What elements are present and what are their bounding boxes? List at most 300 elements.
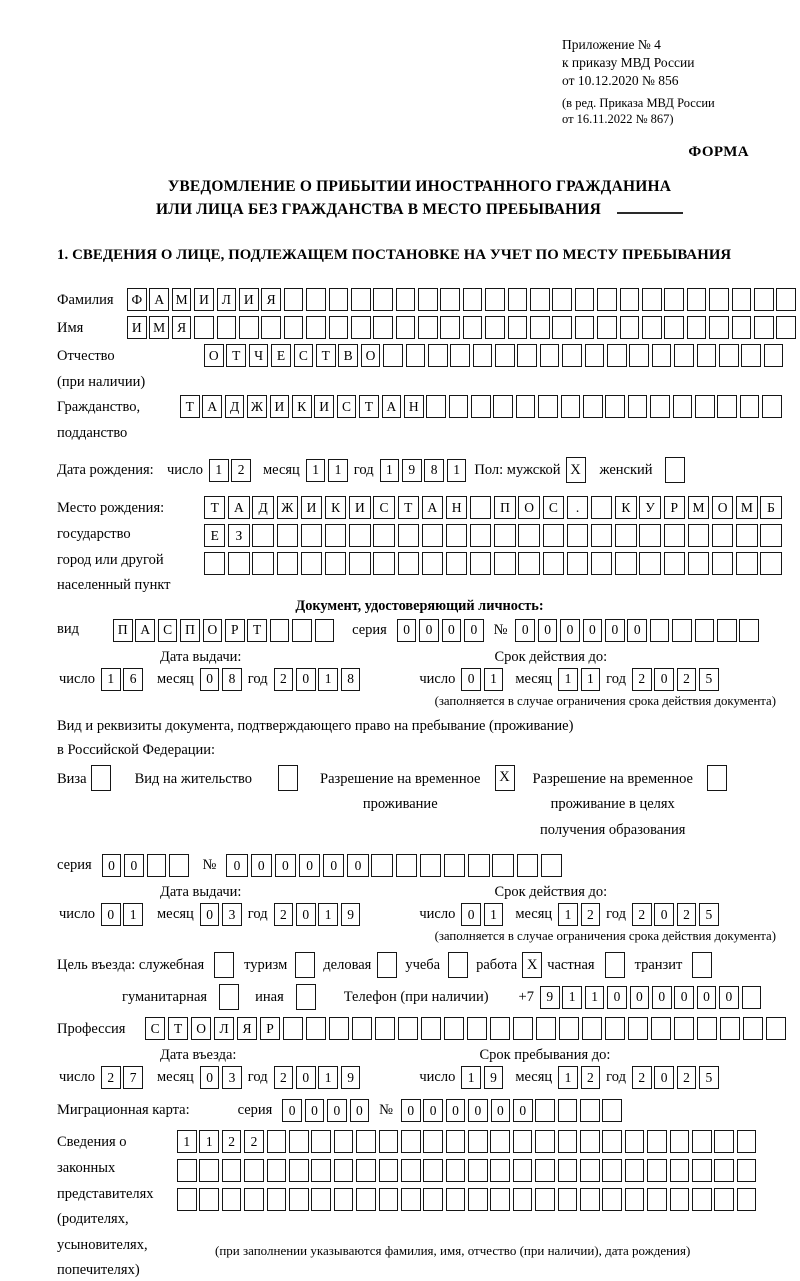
- char-cell[interactable]: [490, 1017, 510, 1040]
- char-cell[interactable]: 0: [442, 619, 462, 642]
- char-cell[interactable]: Р: [260, 1017, 280, 1040]
- char-cell[interactable]: 8: [424, 459, 444, 482]
- char-cell[interactable]: .: [567, 496, 588, 519]
- char-cell[interactable]: [776, 288, 796, 311]
- char-cell[interactable]: Е: [204, 524, 225, 547]
- char-cell[interactable]: [709, 288, 729, 311]
- char-cell[interactable]: [674, 344, 694, 367]
- char-cell[interactable]: [306, 316, 326, 339]
- char-cell[interactable]: А: [382, 395, 402, 418]
- char-cell[interactable]: [591, 496, 612, 519]
- char-cell[interactable]: Ф: [127, 288, 147, 311]
- char-cell[interactable]: [147, 854, 167, 877]
- char-cell[interactable]: [695, 395, 715, 418]
- char-cell[interactable]: [252, 552, 273, 575]
- char-cell[interactable]: [628, 395, 648, 418]
- char-cell[interactable]: 9: [402, 459, 422, 482]
- char-cell[interactable]: [580, 1130, 600, 1153]
- char-cell[interactable]: [396, 316, 416, 339]
- char-cell[interactable]: 0: [296, 1066, 316, 1089]
- char-cell[interactable]: [463, 288, 483, 311]
- char-cell[interactable]: А: [422, 496, 443, 519]
- char-cell[interactable]: [628, 1017, 648, 1040]
- char-cell[interactable]: 0: [697, 986, 717, 1009]
- char-cell[interactable]: [450, 344, 470, 367]
- char-cell[interactable]: 0: [654, 668, 674, 691]
- char-cell[interactable]: [732, 288, 752, 311]
- char-cell[interactable]: [597, 316, 617, 339]
- char-cell[interactable]: Д: [252, 496, 273, 519]
- char-cell[interactable]: [351, 288, 371, 311]
- char-cell[interactable]: [493, 395, 513, 418]
- char-cell[interactable]: 0: [674, 986, 694, 1009]
- char-cell[interactable]: [605, 1017, 625, 1040]
- char-cell[interactable]: [739, 619, 759, 642]
- char-cell[interactable]: [543, 552, 564, 575]
- char-cell[interactable]: [267, 1130, 287, 1153]
- char-cell[interactable]: А: [228, 496, 249, 519]
- char-cell[interactable]: С: [337, 395, 357, 418]
- char-cell[interactable]: [244, 1188, 264, 1211]
- char-cell[interactable]: 1: [447, 459, 467, 482]
- char-cell[interactable]: [561, 395, 581, 418]
- char-cell[interactable]: К: [292, 395, 312, 418]
- char-cell[interactable]: [329, 316, 349, 339]
- char-cell[interactable]: 3: [222, 1066, 242, 1089]
- char-cell[interactable]: [516, 395, 536, 418]
- char-cell[interactable]: [418, 316, 438, 339]
- char-cell[interactable]: 0: [305, 1099, 325, 1122]
- temp-permit-checkbox[interactable]: X: [495, 765, 515, 791]
- char-cell[interactable]: [647, 1130, 667, 1153]
- char-cell[interactable]: 3: [222, 903, 242, 926]
- char-cell[interactable]: [670, 1188, 690, 1211]
- char-cell[interactable]: 2: [274, 1066, 294, 1089]
- char-cell[interactable]: 0: [719, 986, 739, 1009]
- char-cell[interactable]: [396, 854, 417, 877]
- char-cell[interactable]: Т: [180, 395, 200, 418]
- char-cell[interactable]: 1: [484, 903, 504, 926]
- char-cell[interactable]: 0: [251, 854, 272, 877]
- char-cell[interactable]: 0: [630, 986, 650, 1009]
- char-cell[interactable]: [349, 552, 370, 575]
- char-cell[interactable]: И: [239, 288, 259, 311]
- char-cell[interactable]: [540, 344, 560, 367]
- char-cell[interactable]: [471, 395, 491, 418]
- char-cell[interactable]: [169, 854, 189, 877]
- char-cell[interactable]: [373, 524, 394, 547]
- char-cell[interactable]: Т: [168, 1017, 188, 1040]
- char-cell[interactable]: [760, 552, 781, 575]
- char-cell[interactable]: [267, 1188, 287, 1211]
- char-cell[interactable]: 0: [654, 1066, 674, 1089]
- char-cell[interactable]: [440, 316, 460, 339]
- char-cell[interactable]: [468, 854, 489, 877]
- char-cell[interactable]: [615, 524, 636, 547]
- char-cell[interactable]: 8: [222, 668, 242, 691]
- char-cell[interactable]: 0: [101, 903, 121, 926]
- char-cell[interactable]: [356, 1188, 376, 1211]
- char-cell[interactable]: [289, 1130, 309, 1153]
- char-cell[interactable]: 2: [632, 903, 652, 926]
- char-cell[interactable]: [687, 316, 707, 339]
- char-cell[interactable]: 0: [296, 668, 316, 691]
- char-cell[interactable]: Н: [446, 496, 467, 519]
- char-cell[interactable]: Ж: [247, 395, 267, 418]
- char-cell[interactable]: [664, 524, 685, 547]
- char-cell[interactable]: 1: [101, 668, 121, 691]
- char-cell[interactable]: А: [202, 395, 222, 418]
- char-cell[interactable]: Д: [225, 395, 245, 418]
- char-cell[interactable]: С: [145, 1017, 165, 1040]
- edu-permit-checkbox[interactable]: [707, 765, 727, 791]
- char-cell[interactable]: 0: [464, 619, 484, 642]
- char-cell[interactable]: [421, 1017, 441, 1040]
- char-cell[interactable]: [743, 1017, 763, 1040]
- char-cell[interactable]: [558, 1130, 578, 1153]
- char-cell[interactable]: [674, 1017, 694, 1040]
- char-cell[interactable]: Т: [359, 395, 379, 418]
- char-cell[interactable]: 1: [558, 668, 578, 691]
- char-cell[interactable]: [485, 316, 505, 339]
- char-cell[interactable]: [697, 1017, 717, 1040]
- char-cell[interactable]: [508, 316, 528, 339]
- char-cell[interactable]: 2: [581, 1066, 601, 1089]
- char-cell[interactable]: [446, 1130, 466, 1153]
- char-cell[interactable]: [379, 1130, 399, 1153]
- char-cell[interactable]: [423, 1188, 443, 1211]
- purpose-work-checkbox[interactable]: X: [522, 952, 542, 978]
- char-cell[interactable]: 2: [677, 1066, 697, 1089]
- char-cell[interactable]: [692, 1188, 712, 1211]
- char-cell[interactable]: [422, 552, 443, 575]
- char-cell[interactable]: [697, 344, 717, 367]
- char-cell[interactable]: 0: [323, 854, 344, 877]
- char-cell[interactable]: 2: [274, 903, 294, 926]
- char-cell[interactable]: [688, 552, 709, 575]
- char-cell[interactable]: [406, 344, 426, 367]
- char-cell[interactable]: [490, 1188, 510, 1211]
- char-cell[interactable]: [620, 316, 640, 339]
- char-cell[interactable]: [228, 552, 249, 575]
- char-cell[interactable]: 9: [484, 1066, 504, 1089]
- char-cell[interactable]: [398, 524, 419, 547]
- char-cell[interactable]: [736, 524, 757, 547]
- char-cell[interactable]: Ч: [249, 344, 269, 367]
- char-cell[interactable]: Т: [316, 344, 336, 367]
- char-cell[interactable]: 1: [306, 459, 326, 482]
- char-cell[interactable]: [543, 524, 564, 547]
- char-cell[interactable]: 2: [101, 1066, 121, 1089]
- char-cell[interactable]: У: [639, 496, 660, 519]
- char-cell[interactable]: О: [712, 496, 733, 519]
- char-cell[interactable]: М: [688, 496, 709, 519]
- char-cell[interactable]: С: [158, 619, 178, 642]
- char-cell[interactable]: 2: [677, 903, 697, 926]
- char-cell[interactable]: [742, 986, 762, 1009]
- char-cell[interactable]: [583, 395, 603, 418]
- char-cell[interactable]: [329, 1017, 349, 1040]
- char-cell[interactable]: 0: [627, 619, 647, 642]
- char-cell[interactable]: [642, 288, 662, 311]
- char-cell[interactable]: 1: [209, 459, 229, 482]
- char-cell[interactable]: С: [294, 344, 314, 367]
- char-cell[interactable]: [306, 288, 326, 311]
- char-cell[interactable]: [709, 316, 729, 339]
- char-cell[interactable]: [398, 1017, 418, 1040]
- char-cell[interactable]: [664, 552, 685, 575]
- char-cell[interactable]: [776, 316, 796, 339]
- char-cell[interactable]: 0: [515, 619, 535, 642]
- char-cell[interactable]: Я: [172, 316, 192, 339]
- visa-checkbox[interactable]: [91, 765, 111, 791]
- char-cell[interactable]: [301, 524, 322, 547]
- char-cell[interactable]: [580, 1188, 600, 1211]
- char-cell[interactable]: [261, 316, 281, 339]
- char-cell[interactable]: [695, 619, 715, 642]
- char-cell[interactable]: 0: [468, 1099, 488, 1122]
- char-cell[interactable]: [639, 552, 660, 575]
- char-cell[interactable]: М: [736, 496, 757, 519]
- char-cell[interactable]: [422, 524, 443, 547]
- char-cell[interactable]: [401, 1130, 421, 1153]
- char-cell[interactable]: [602, 1130, 622, 1153]
- char-cell[interactable]: [283, 1017, 303, 1040]
- char-cell[interactable]: [449, 395, 469, 418]
- char-cell[interactable]: [204, 552, 225, 575]
- char-cell[interactable]: 1: [318, 668, 338, 691]
- char-cell[interactable]: И: [301, 496, 322, 519]
- char-cell[interactable]: К: [325, 496, 346, 519]
- char-cell[interactable]: [373, 552, 394, 575]
- char-cell[interactable]: [536, 1017, 556, 1040]
- char-cell[interactable]: [194, 316, 214, 339]
- char-cell[interactable]: [650, 395, 670, 418]
- purpose-humanitarian-checkbox[interactable]: [219, 984, 239, 1010]
- char-cell[interactable]: 0: [652, 986, 672, 1009]
- char-cell[interactable]: 9: [540, 986, 560, 1009]
- char-cell[interactable]: [426, 395, 446, 418]
- char-cell[interactable]: [692, 1130, 712, 1153]
- char-cell[interactable]: А: [149, 288, 169, 311]
- char-cell[interactable]: [714, 1130, 734, 1153]
- char-cell[interactable]: 0: [605, 619, 625, 642]
- char-cell[interactable]: 0: [275, 854, 296, 877]
- char-cell[interactable]: Ж: [277, 496, 298, 519]
- char-cell[interactable]: Т: [204, 496, 225, 519]
- char-cell[interactable]: П: [494, 496, 515, 519]
- char-cell[interactable]: [552, 288, 572, 311]
- char-cell[interactable]: А: [135, 619, 155, 642]
- char-cell[interactable]: [398, 552, 419, 575]
- char-cell[interactable]: [468, 1130, 488, 1153]
- char-cell[interactable]: П: [180, 619, 200, 642]
- char-cell[interactable]: [575, 316, 595, 339]
- char-cell[interactable]: 0: [124, 854, 144, 877]
- char-cell[interactable]: Т: [247, 619, 267, 642]
- char-cell[interactable]: 0: [282, 1099, 302, 1122]
- char-cell[interactable]: 0: [583, 619, 603, 642]
- char-cell[interactable]: Я: [237, 1017, 257, 1040]
- char-cell[interactable]: 1: [380, 459, 400, 482]
- char-cell[interactable]: [720, 1017, 740, 1040]
- char-cell[interactable]: [446, 552, 467, 575]
- purpose-transit-checkbox[interactable]: [692, 952, 712, 978]
- char-cell[interactable]: [530, 288, 550, 311]
- char-cell[interactable]: 0: [419, 619, 439, 642]
- gender-male-checkbox[interactable]: X: [566, 457, 586, 483]
- char-cell[interactable]: И: [349, 496, 370, 519]
- char-cell[interactable]: 0: [423, 1099, 443, 1122]
- char-cell[interactable]: Н: [404, 395, 424, 418]
- char-cell[interactable]: 0: [397, 619, 417, 642]
- char-cell[interactable]: [334, 1130, 354, 1153]
- char-cell[interactable]: [513, 1130, 533, 1153]
- char-cell[interactable]: [766, 1017, 786, 1040]
- char-cell[interactable]: 2: [632, 668, 652, 691]
- char-cell[interactable]: [513, 1188, 533, 1211]
- char-cell[interactable]: 2: [231, 459, 251, 482]
- char-cell[interactable]: 0: [296, 903, 316, 926]
- char-cell[interactable]: [712, 524, 733, 547]
- char-cell[interactable]: [762, 395, 782, 418]
- char-cell[interactable]: [467, 1017, 487, 1040]
- char-cell[interactable]: [371, 854, 392, 877]
- char-cell[interactable]: [325, 524, 346, 547]
- char-cell[interactable]: Т: [226, 344, 246, 367]
- char-cell[interactable]: 0: [513, 1099, 533, 1122]
- char-cell[interactable]: [383, 344, 403, 367]
- char-cell[interactable]: 1: [461, 1066, 481, 1089]
- char-cell[interactable]: И: [270, 395, 290, 418]
- char-cell[interactable]: [373, 316, 393, 339]
- char-cell[interactable]: Л: [214, 1017, 234, 1040]
- char-cell[interactable]: 2: [677, 668, 697, 691]
- char-cell[interactable]: [664, 288, 684, 311]
- char-cell[interactable]: 0: [327, 1099, 347, 1122]
- char-cell[interactable]: Л: [217, 288, 237, 311]
- char-cell[interactable]: [351, 316, 371, 339]
- char-cell[interactable]: Я: [261, 288, 281, 311]
- char-cell[interactable]: [629, 344, 649, 367]
- char-cell[interactable]: [541, 854, 562, 877]
- char-cell[interactable]: 1: [318, 1066, 338, 1089]
- char-cell[interactable]: 0: [200, 1066, 220, 1089]
- char-cell[interactable]: [642, 316, 662, 339]
- char-cell[interactable]: [639, 524, 660, 547]
- char-cell[interactable]: [375, 1017, 395, 1040]
- purpose-official-checkbox[interactable]: [214, 952, 234, 978]
- char-cell[interactable]: [379, 1188, 399, 1211]
- char-cell[interactable]: 1: [585, 986, 605, 1009]
- char-cell[interactable]: [518, 552, 539, 575]
- char-cell[interactable]: 1: [199, 1130, 219, 1153]
- char-cell[interactable]: [252, 524, 273, 547]
- char-cell[interactable]: И: [127, 316, 147, 339]
- char-cell[interactable]: О: [361, 344, 381, 367]
- char-cell[interactable]: 8: [341, 668, 361, 691]
- char-cell[interactable]: О: [203, 619, 223, 642]
- char-cell[interactable]: [535, 1130, 555, 1153]
- char-cell[interactable]: [420, 854, 441, 877]
- char-cell[interactable]: 6: [123, 668, 143, 691]
- char-cell[interactable]: 0: [446, 1099, 466, 1122]
- purpose-business-checkbox[interactable]: [377, 952, 397, 978]
- char-cell[interactable]: 0: [607, 986, 627, 1009]
- char-cell[interactable]: [625, 1188, 645, 1211]
- char-cell[interactable]: [373, 288, 393, 311]
- char-cell[interactable]: [485, 288, 505, 311]
- char-cell[interactable]: [284, 288, 304, 311]
- char-cell[interactable]: Р: [664, 496, 685, 519]
- char-cell[interactable]: [558, 1099, 578, 1122]
- char-cell[interactable]: 7: [123, 1066, 143, 1089]
- char-cell[interactable]: [470, 524, 491, 547]
- char-cell[interactable]: 0: [226, 854, 247, 877]
- char-cell[interactable]: 0: [200, 668, 220, 691]
- char-cell[interactable]: [647, 1188, 667, 1211]
- char-cell[interactable]: 1: [558, 903, 578, 926]
- char-cell[interactable]: [530, 316, 550, 339]
- char-cell[interactable]: [517, 854, 538, 877]
- char-cell[interactable]: [754, 316, 774, 339]
- char-cell[interactable]: 0: [538, 619, 558, 642]
- char-cell[interactable]: [712, 552, 733, 575]
- char-cell[interactable]: 5: [699, 668, 719, 691]
- char-cell[interactable]: [672, 619, 692, 642]
- char-cell[interactable]: 1: [123, 903, 143, 926]
- char-cell[interactable]: [494, 552, 515, 575]
- char-cell[interactable]: [567, 552, 588, 575]
- char-cell[interactable]: [591, 524, 612, 547]
- char-cell[interactable]: [717, 619, 737, 642]
- char-cell[interactable]: [329, 288, 349, 311]
- char-cell[interactable]: П: [113, 619, 133, 642]
- purpose-private-checkbox[interactable]: [605, 952, 625, 978]
- char-cell[interactable]: 0: [347, 854, 368, 877]
- char-cell[interactable]: [444, 854, 465, 877]
- char-cell[interactable]: 2: [244, 1130, 264, 1153]
- char-cell[interactable]: [352, 1017, 372, 1040]
- char-cell[interactable]: М: [172, 288, 192, 311]
- char-cell[interactable]: [575, 288, 595, 311]
- char-cell[interactable]: [418, 288, 438, 311]
- char-cell[interactable]: [670, 1130, 690, 1153]
- char-cell[interactable]: [737, 1188, 757, 1211]
- char-cell[interactable]: 0: [654, 903, 674, 926]
- char-cell[interactable]: [558, 1188, 578, 1211]
- char-cell[interactable]: 1: [328, 459, 348, 482]
- char-cell[interactable]: К: [615, 496, 636, 519]
- char-cell[interactable]: [177, 1188, 197, 1211]
- char-cell[interactable]: [736, 552, 757, 575]
- char-cell[interactable]: [446, 524, 467, 547]
- char-cell[interactable]: 0: [350, 1099, 370, 1122]
- char-cell[interactable]: [625, 1130, 645, 1153]
- char-cell[interactable]: [652, 344, 672, 367]
- char-cell[interactable]: [518, 524, 539, 547]
- char-cell[interactable]: [673, 395, 693, 418]
- char-cell[interactable]: [468, 1188, 488, 1211]
- char-cell[interactable]: 2: [632, 1066, 652, 1089]
- char-cell[interactable]: [301, 552, 322, 575]
- char-cell[interactable]: [760, 524, 781, 547]
- char-cell[interactable]: [444, 1017, 464, 1040]
- char-cell[interactable]: И: [194, 288, 214, 311]
- char-cell[interactable]: 9: [341, 903, 361, 926]
- char-cell[interactable]: 0: [299, 854, 320, 877]
- char-cell[interactable]: [292, 619, 312, 642]
